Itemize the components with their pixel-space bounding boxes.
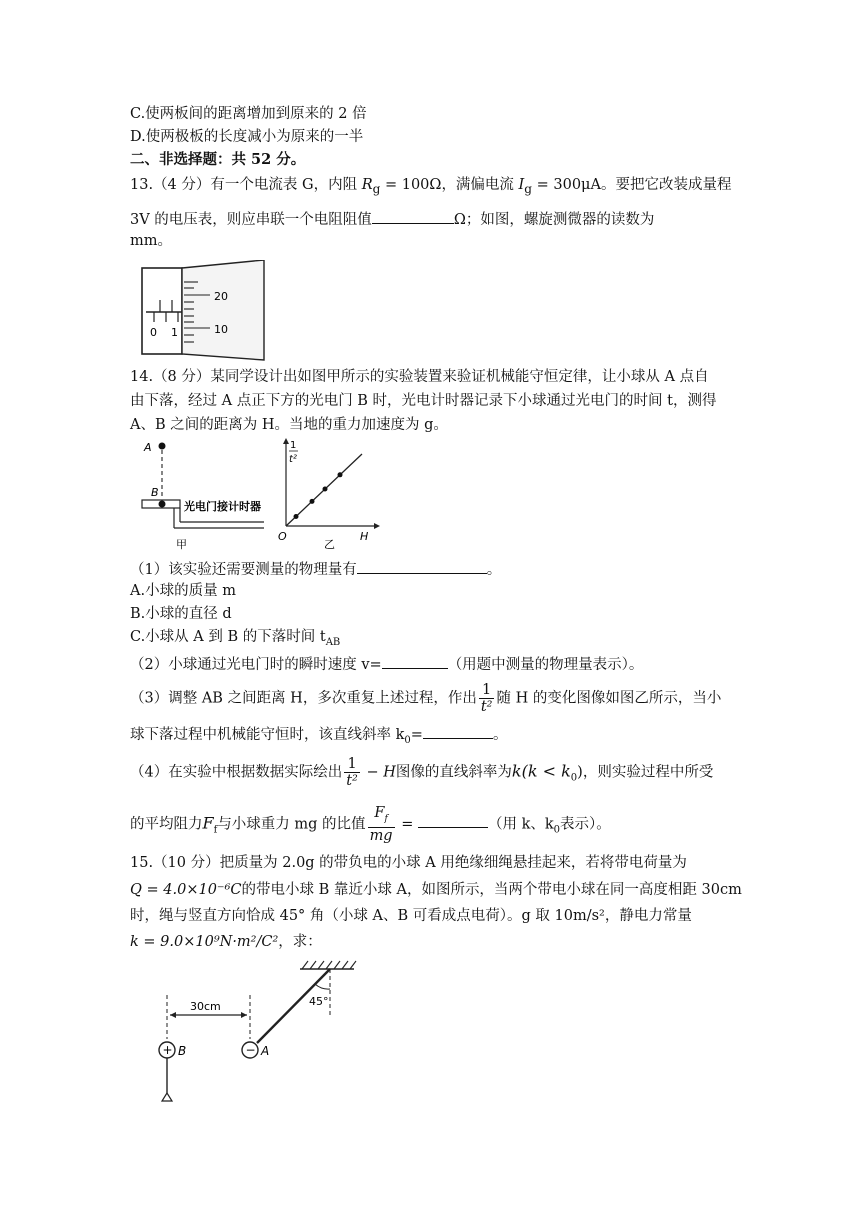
- scale-10-label: 10: [214, 323, 228, 336]
- fraction-ff-over-mg: $\frac{F_f}{mg}$: [369, 805, 393, 844]
- q14-part3: （3）调整 AB 之间距离 H，多次重复上述过程，作出 $\frac{1}{\text{t²}}$ 随 H 的变化图像如图乙所示，当小: [130, 682, 722, 715]
- option-b: B.小球的直径 d: [130, 606, 232, 622]
- q14-line2: 由下落，经过 A 点正下方的光电门 B 时，光电计时器记录下小球通过光电门的时间 t，测得: [130, 393, 717, 409]
- answer-blank[interactable]: [382, 652, 448, 669]
- option-d: D.使两极板的长度减小为原来的一半: [130, 129, 364, 145]
- q14-line1: 14.（8 分）某同学设计出如图甲所示的实验装置来验证机械能守恒定律，让小球从 A 点自: [130, 369, 709, 385]
- fraction-1-over-t2: $\frac{1}{\text{t²}}$: [480, 682, 493, 715]
- charge-a-label: A: [261, 1044, 270, 1058]
- answer-blank[interactable]: [372, 207, 454, 224]
- data-point: [323, 487, 328, 492]
- point-b-label: B: [151, 486, 159, 499]
- main-scale-0: 0: [150, 326, 157, 339]
- y-axis-num: 1: [290, 440, 297, 451]
- plus-sign: +: [162, 1043, 173, 1057]
- option-a: A.小球的质量 m: [130, 583, 236, 599]
- figure-yi-caption: 乙: [324, 538, 335, 551]
- q14-part4: （4）在实验中根据数据实际绘出 $\frac{1}{\text{t²}}$ − H图像的直线斜率为$k(k < k_0)$，则实验过程中所受: [130, 756, 714, 789]
- section-heading: 二、非选择题：共 52 分。: [130, 151, 306, 168]
- figure-jia: [134, 436, 284, 554]
- data-point: [310, 499, 315, 504]
- ball: [159, 501, 166, 508]
- answer-blank[interactable]: [423, 722, 493, 739]
- q13-line3: mm。: [130, 233, 172, 249]
- data-point: [294, 514, 299, 519]
- q14-part4-cont: 的平均阻力$F_f$与小球重力 mg 的比值 $\frac{F_f}{mg}$ = （用 k、$k_0$表示）。: [130, 805, 611, 844]
- point-a: [159, 443, 166, 450]
- gate-label: 光电门接计时器: [184, 500, 261, 513]
- figure-yi: [274, 436, 384, 554]
- distance-label: 30cm: [190, 1000, 221, 1013]
- q15-line3: 时，绳与竖直方向恰成 45° 角（小球 A、B 可看成点电荷）。g 取 10m/s²，静电力常量: [130, 908, 692, 924]
- y-axis-den: t²: [289, 454, 297, 465]
- q13-line1: 13.（4 分）有一个电流表 G，内阻 $R_g = 100\Omega$，满偏电流 $I_g = 300\mu A$。要把它改装成量程: [130, 177, 732, 196]
- fraction-1-over-t2: $\frac{1}{\text{t²}}$: [346, 756, 358, 789]
- q14-part1: （1）该实验还需要测量的物理量有 。: [130, 557, 501, 580]
- q13-line2: 3V 的电压表，则应串联一个电阻阻值 Ω；如图，螺旋测微器的读数为: [130, 207, 654, 230]
- answer-blank[interactable]: [357, 557, 487, 574]
- charge-b-label: B: [178, 1044, 187, 1058]
- q15-line4: k = 9.0×10⁹N·m²/C²，求：: [130, 934, 322, 950]
- q15-line2: Q = 4.0×10⁻⁶C的带电小球 B 靠近小球 A，如图所示，当两个带电小球在同一高度相距 30cm: [130, 882, 742, 898]
- data-point: [338, 472, 343, 477]
- answer-blank[interactable]: [418, 811, 488, 828]
- minus-sign: −: [245, 1043, 256, 1057]
- x-axis-label: H: [360, 530, 369, 543]
- q15-line1: 15.（10 分）把质量为 2.0g 的带负电的小球 A 用绝缘细绳悬挂起来，若将带电荷量为: [130, 855, 687, 871]
- option-c: C.使两板间的距离增加到原来的 2 倍: [130, 106, 367, 122]
- scale-20-label: 20: [214, 290, 228, 303]
- angle-label: 45°: [309, 995, 329, 1008]
- point-a-label: A: [144, 441, 152, 454]
- option-c-time: C.小球从 A 到 B 的下落时间 $t_{AB}$: [130, 629, 341, 648]
- figure-jia-caption: 甲: [176, 538, 187, 551]
- q14-part3-cont: 球下落过程中机械能守恒时，该直线斜率 $k_0=$ 。: [130, 722, 507, 751]
- micrometer-figure: [138, 260, 268, 362]
- q14-part2: （2）小球通过光电门时的瞬时速度 v= （用题中测量的物理量表示）。: [130, 652, 643, 675]
- figure-q15: [150, 955, 370, 1105]
- main-scale-1: 1: [171, 326, 178, 339]
- q14-line3: A、B 之间的距离为 H。当地的重力加速度为 g。: [130, 417, 448, 433]
- origin-label: O: [278, 530, 287, 543]
